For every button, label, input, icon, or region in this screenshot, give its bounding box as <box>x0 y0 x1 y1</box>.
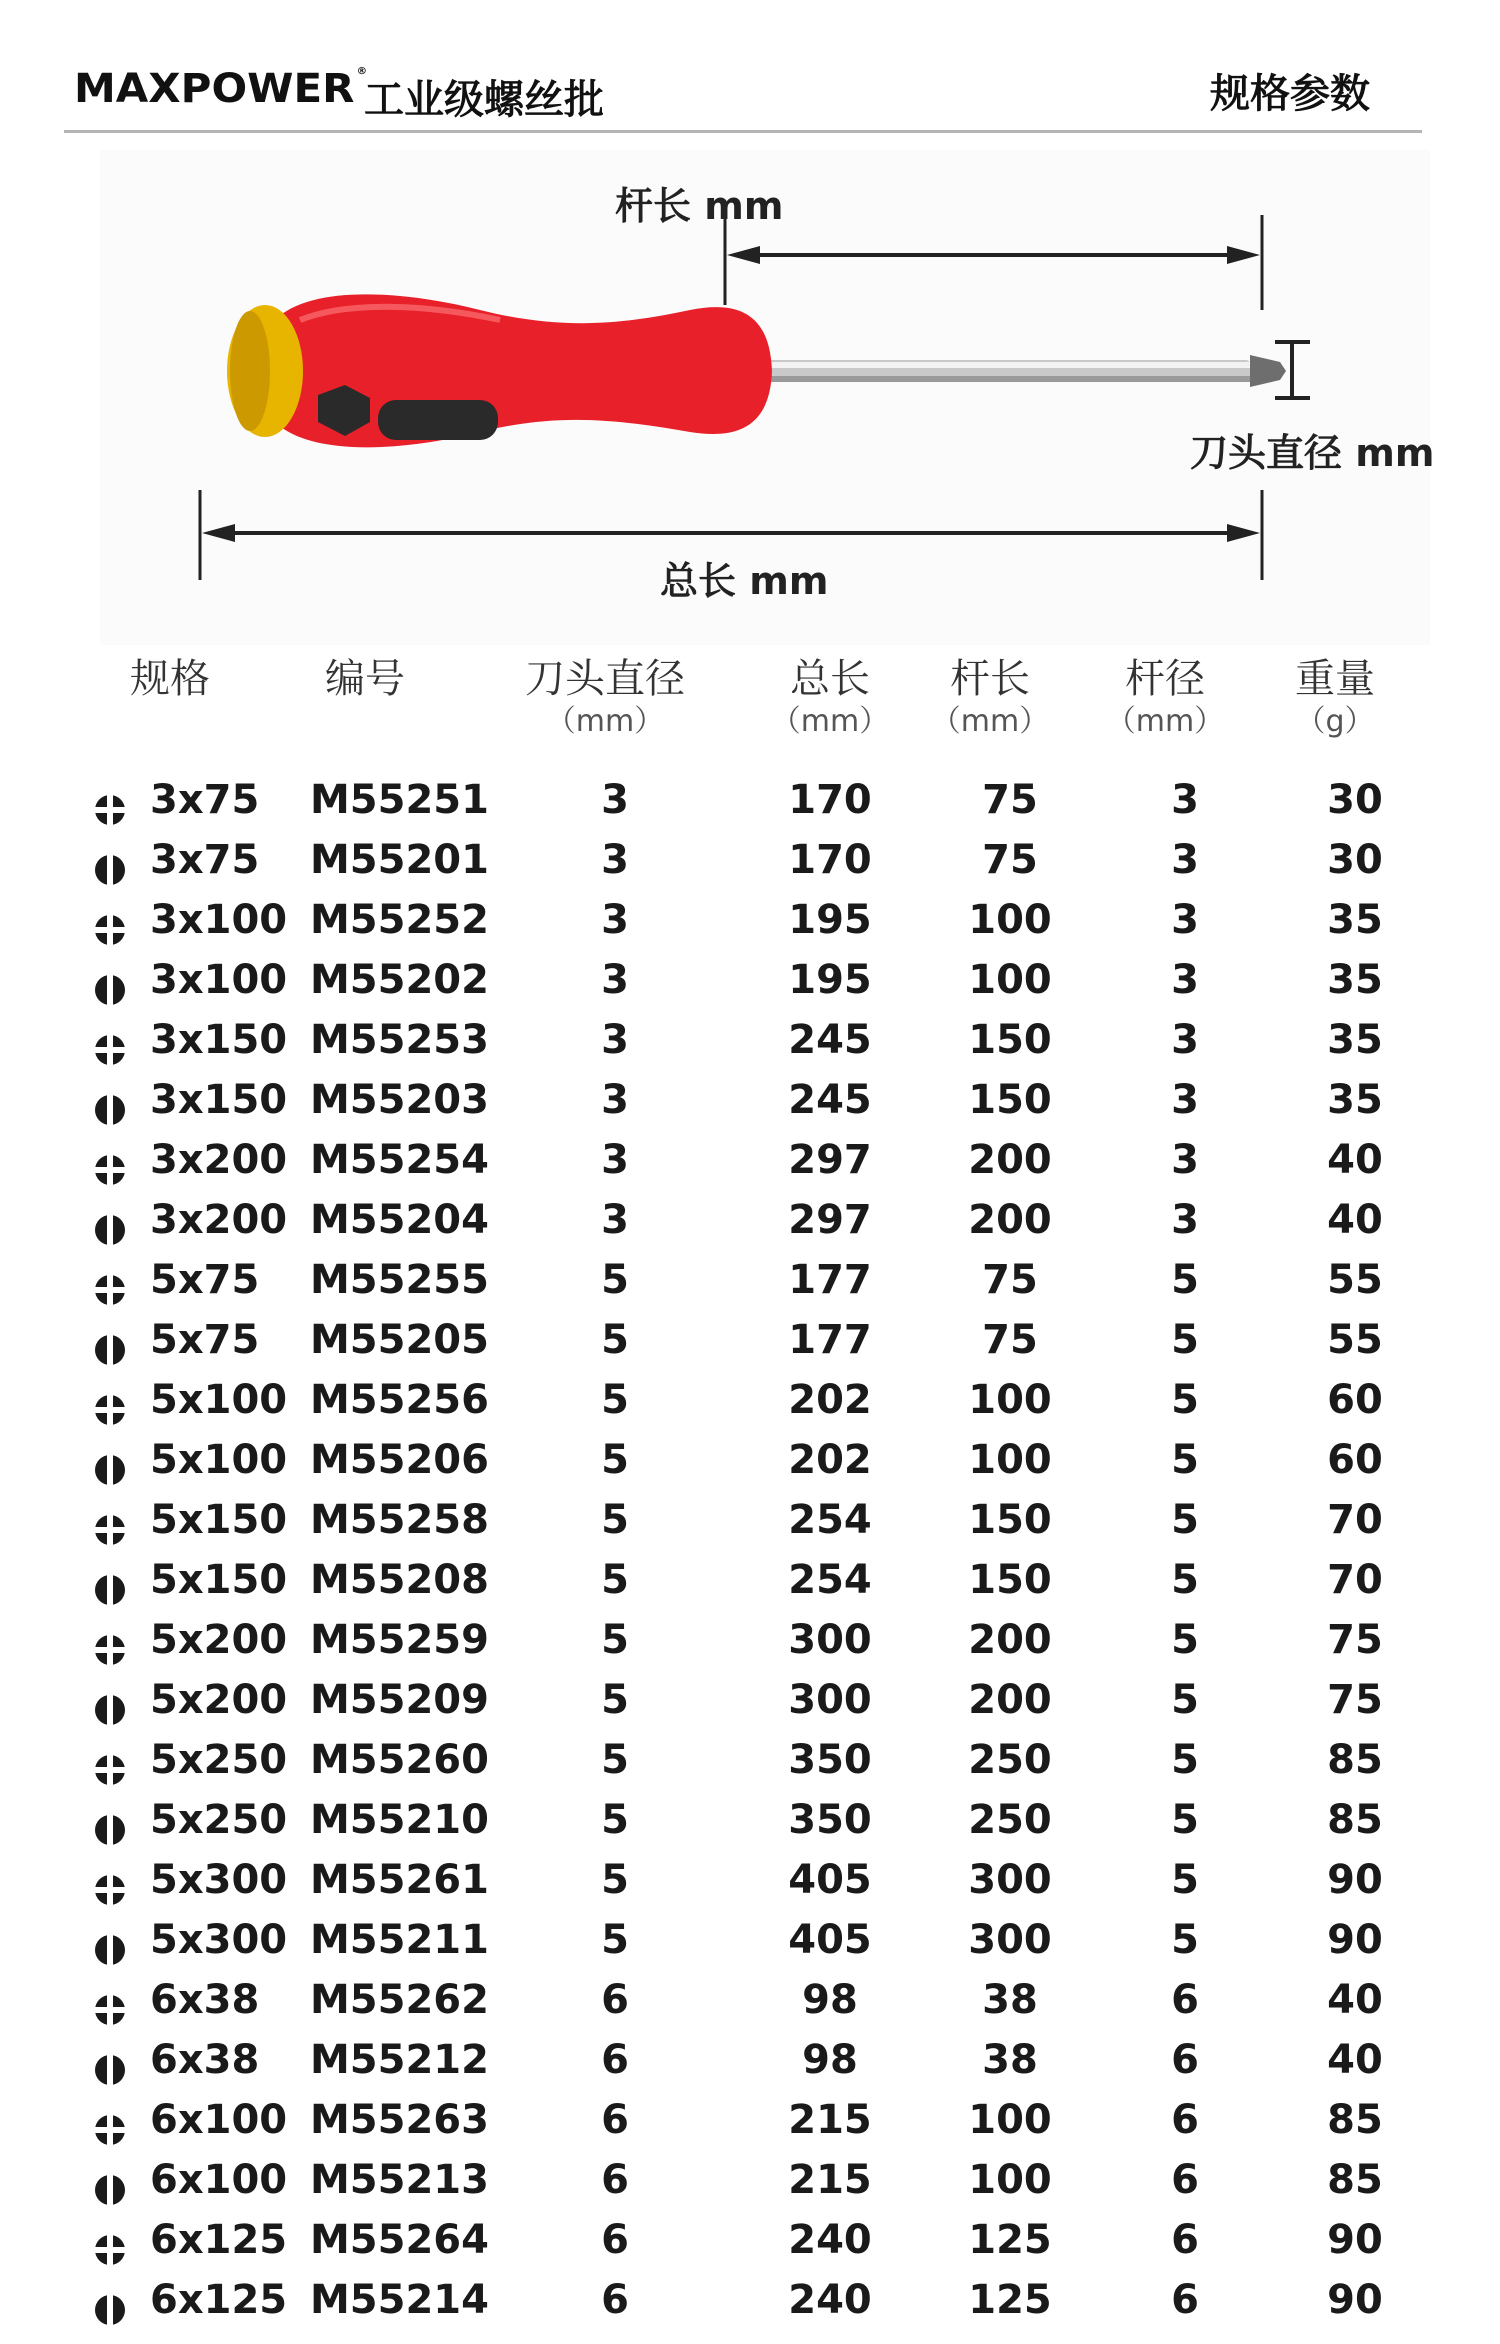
slotted-tip-icon <box>93 1684 127 1718</box>
cell-code: M55259 <box>310 1617 489 1663</box>
brand-logo <box>74 66 367 112</box>
cell-tip-diameter: 3 <box>601 897 629 943</box>
cell-spec: 5x150 <box>150 1497 288 1543</box>
cell-weight: 55 <box>1327 1317 1383 1363</box>
table-row <box>0 1670 1500 1730</box>
cell-shaft-length: 75 <box>982 1257 1038 1303</box>
cell-shaft-diameter: 5 <box>1171 1857 1199 1903</box>
cell-shaft-length: 300 <box>968 1917 1052 1963</box>
table-row <box>0 1790 1500 1850</box>
phillips-tip-icon <box>93 1864 127 1898</box>
cell-spec: 6x38 <box>150 2037 260 2083</box>
cell-shaft-diameter: 6 <box>1171 2217 1199 2263</box>
cell-shaft-diameter: 6 <box>1171 2037 1199 2083</box>
cell-tip-diameter: 3 <box>601 837 629 883</box>
cell-tip-diameter: 5 <box>601 1677 629 1723</box>
cell-total-length: 177 <box>788 1317 872 1363</box>
cell-shaft-length: 100 <box>968 1437 1052 1483</box>
cell-total-length: 350 <box>788 1737 872 1783</box>
slotted-tip-icon <box>93 844 127 878</box>
cell-shaft-diameter: 5 <box>1171 1257 1199 1303</box>
cell-spec: 3x200 <box>150 1137 288 1183</box>
cell-spec: 3x100 <box>150 897 288 943</box>
phillips-tip-icon <box>93 1504 127 1538</box>
table-row <box>0 2030 1500 2090</box>
cell-total-length: 245 <box>788 1017 872 1063</box>
cell-total-length: 405 <box>788 1857 872 1903</box>
slotted-tip-icon <box>93 2044 127 2078</box>
table-row <box>0 1970 1500 2030</box>
cell-code: M55251 <box>310 777 489 823</box>
cell-code: M55252 <box>310 897 489 943</box>
phillips-tip-icon <box>93 2104 127 2138</box>
cell-code: M55253 <box>310 1017 489 1063</box>
table-row <box>0 2090 1500 2150</box>
cell-spec: 5x200 <box>150 1617 288 1663</box>
cell-code: M55208 <box>310 1557 489 1603</box>
cell-shaft-length: 75 <box>982 1317 1038 1363</box>
spec-table-header <box>0 655 1500 775</box>
cell-total-length: 254 <box>788 1557 872 1603</box>
phillips-tip-icon <box>93 1264 127 1298</box>
cell-tip-diameter: 3 <box>601 1137 629 1183</box>
table-row <box>0 1730 1500 1790</box>
cell-tip-diameter: 6 <box>601 2097 629 2143</box>
cell-tip-diameter: 5 <box>601 1317 629 1363</box>
cell-tip-diameter: 3 <box>601 1197 629 1243</box>
table-row <box>0 1310 1500 1370</box>
header-shaft-diameter: 杆径 （mm） <box>1105 656 1225 739</box>
cell-weight: 40 <box>1327 1137 1383 1183</box>
cell-shaft-length: 200 <box>968 1197 1052 1243</box>
cell-shaft-diameter: 3 <box>1171 957 1199 1003</box>
page-header <box>64 60 1422 133</box>
cell-spec: 6x125 <box>150 2217 288 2263</box>
header-spec: 规格 <box>130 656 210 702</box>
cell-weight: 85 <box>1327 2097 1383 2143</box>
product-title: 工业级螺丝批 <box>364 77 604 123</box>
cell-tip-diameter: 6 <box>601 2277 629 2323</box>
cell-total-length: 98 <box>802 2037 858 2083</box>
cell-spec: 6x38 <box>150 1977 260 2023</box>
slotted-tip-icon <box>93 2164 127 2198</box>
phillips-tip-icon <box>93 2224 127 2258</box>
cell-weight: 60 <box>1327 1437 1383 1483</box>
table-row <box>0 1910 1500 1970</box>
cell-tip-diameter: 5 <box>601 1257 629 1303</box>
cell-shaft-length: 200 <box>968 1677 1052 1723</box>
cell-shaft-length: 100 <box>968 957 1052 1003</box>
cell-total-length: 170 <box>788 777 872 823</box>
cell-spec: 5x250 <box>150 1737 288 1783</box>
table-row <box>0 2270 1500 2330</box>
cell-spec: 5x100 <box>150 1437 288 1483</box>
total-length-label: 总长 mm <box>660 559 829 603</box>
cell-shaft-diameter: 3 <box>1171 1017 1199 1063</box>
cell-tip-diameter: 5 <box>601 1497 629 1543</box>
phillips-tip-icon <box>93 1024 127 1058</box>
header-tip-diameter: 刀头直径 （mm） <box>525 656 685 739</box>
cell-spec: 5x300 <box>150 1857 288 1903</box>
cell-weight: 35 <box>1327 957 1383 1003</box>
cell-total-length: 254 <box>788 1497 872 1543</box>
cell-shaft-length: 150 <box>968 1017 1052 1063</box>
cell-code: M55260 <box>310 1737 489 1783</box>
cell-weight: 40 <box>1327 1197 1383 1243</box>
slotted-tip-icon <box>93 964 127 998</box>
cell-code: M55263 <box>310 2097 489 2143</box>
table-row <box>0 1850 1500 1910</box>
cell-shaft-diameter: 5 <box>1171 1437 1199 1483</box>
cell-weight: 60 <box>1327 1377 1383 1423</box>
cell-tip-diameter: 3 <box>601 957 629 1003</box>
cell-spec: 5x75 <box>150 1317 260 1363</box>
header-total-length: 总长 （mm） <box>770 656 890 739</box>
cell-weight: 90 <box>1327 1917 1383 1963</box>
cell-shaft-diameter: 3 <box>1171 897 1199 943</box>
cell-shaft-diameter: 6 <box>1171 2277 1199 2323</box>
cell-code: M55202 <box>310 957 489 1003</box>
cell-code: M55214 <box>310 2277 489 2323</box>
slotted-tip-icon <box>93 1444 127 1478</box>
cell-code: M55254 <box>310 1137 489 1183</box>
cell-total-length: 170 <box>788 837 872 883</box>
cell-shaft-length: 200 <box>968 1617 1052 1663</box>
cell-total-length: 177 <box>788 1257 872 1303</box>
slotted-tip-icon <box>93 1324 127 1358</box>
table-row <box>0 950 1500 1010</box>
cell-shaft-length: 150 <box>968 1557 1052 1603</box>
cell-code: M55201 <box>310 837 489 883</box>
cell-code: M55205 <box>310 1317 489 1363</box>
slotted-tip-icon <box>93 1804 127 1838</box>
cell-code: M55258 <box>310 1497 489 1543</box>
cell-tip-diameter: 5 <box>601 1857 629 1903</box>
cell-total-length: 240 <box>788 2217 872 2263</box>
screwdriver-dimension-diagram <box>100 150 1435 645</box>
cell-shaft-length: 150 <box>968 1077 1052 1123</box>
table-row <box>0 1550 1500 1610</box>
registered-mark: ® <box>356 66 368 77</box>
cell-shaft-diameter: 5 <box>1171 1377 1199 1423</box>
table-row <box>0 1070 1500 1130</box>
cell-total-length: 195 <box>788 897 872 943</box>
cell-weight: 30 <box>1327 837 1383 883</box>
slotted-tip-icon <box>93 1084 127 1118</box>
cell-tip-diameter: 3 <box>601 1017 629 1063</box>
cell-shaft-length: 200 <box>968 1137 1052 1183</box>
cell-code: M55203 <box>310 1077 489 1123</box>
shaft-length-label: 杆长 mm <box>615 184 784 228</box>
cell-shaft-length: 100 <box>968 1377 1052 1423</box>
phillips-tip-icon <box>93 1384 127 1418</box>
table-row <box>0 2210 1500 2270</box>
phillips-tip-icon <box>93 1144 127 1178</box>
cell-code: M55206 <box>310 1437 489 1483</box>
table-row <box>0 1010 1500 1070</box>
cell-shaft-diameter: 3 <box>1171 1197 1199 1243</box>
table-row <box>0 2150 1500 2210</box>
cell-code: M55204 <box>310 1197 489 1243</box>
cell-total-length: 300 <box>788 1677 872 1723</box>
table-row <box>0 1250 1500 1310</box>
cell-spec: 6x100 <box>150 2097 288 2143</box>
cell-shaft-length: 150 <box>968 1497 1052 1543</box>
table-row <box>0 770 1500 830</box>
cell-shaft-length: 250 <box>968 1737 1052 1783</box>
slotted-tip-icon <box>93 1204 127 1238</box>
cell-shaft-diameter: 6 <box>1171 2097 1199 2143</box>
cell-weight: 35 <box>1327 1017 1383 1063</box>
cell-spec: 5x75 <box>150 1257 260 1303</box>
cell-total-length: 297 <box>788 1197 872 1243</box>
cell-shaft-diameter: 3 <box>1171 1077 1199 1123</box>
cell-total-length: 202 <box>788 1377 872 1423</box>
cell-tip-diameter: 3 <box>601 1077 629 1123</box>
cell-code: M55256 <box>310 1377 489 1423</box>
cell-shaft-diameter: 5 <box>1171 1617 1199 1663</box>
cell-weight: 75 <box>1327 1617 1383 1663</box>
cell-weight: 90 <box>1327 1857 1383 1903</box>
table-row <box>0 1610 1500 1670</box>
table-row <box>0 890 1500 950</box>
cell-total-length: 350 <box>788 1797 872 1843</box>
cell-weight: 35 <box>1327 1077 1383 1123</box>
table-row <box>0 1430 1500 1490</box>
cell-weight: 40 <box>1327 2037 1383 2083</box>
cell-weight: 40 <box>1327 1977 1383 2023</box>
cell-total-length: 405 <box>788 1917 872 1963</box>
phillips-tip-icon <box>93 904 127 938</box>
cell-weight: 85 <box>1327 1797 1383 1843</box>
cell-spec: 6x125 <box>150 2277 288 2323</box>
cell-total-length: 215 <box>788 2097 872 2143</box>
cell-tip-diameter: 5 <box>601 1437 629 1483</box>
cell-spec: 5x150 <box>150 1557 288 1603</box>
table-row <box>0 1370 1500 1430</box>
cell-tip-diameter: 5 <box>601 1557 629 1603</box>
cell-weight: 35 <box>1327 897 1383 943</box>
cell-spec: 5x100 <box>150 1377 288 1423</box>
tip-diameter-label: 刀头直径 mm <box>1190 431 1435 475</box>
cell-shaft-length: 100 <box>968 897 1052 943</box>
cell-tip-diameter: 5 <box>601 1617 629 1663</box>
cell-shaft-diameter: 5 <box>1171 1797 1199 1843</box>
cell-tip-diameter: 3 <box>601 777 629 823</box>
cell-tip-diameter: 6 <box>601 2217 629 2263</box>
cell-shaft-diameter: 6 <box>1171 1977 1199 2023</box>
cell-total-length: 215 <box>788 2157 872 2203</box>
slotted-tip-icon <box>93 1924 127 1958</box>
cell-shaft-diameter: 3 <box>1171 837 1199 883</box>
cell-spec: 5x300 <box>150 1917 288 1963</box>
cell-shaft-length: 125 <box>968 2277 1052 2323</box>
cell-shaft-diameter: 5 <box>1171 1557 1199 1603</box>
cell-shaft-length: 250 <box>968 1797 1052 1843</box>
slotted-tip-icon <box>93 1564 127 1598</box>
cell-tip-diameter: 5 <box>601 1377 629 1423</box>
cell-spec: 3x75 <box>150 837 260 883</box>
phillips-tip-icon <box>93 1984 127 2018</box>
cell-shaft-length: 300 <box>968 1857 1052 1903</box>
cell-shaft-length: 38 <box>982 2037 1038 2083</box>
cell-total-length: 245 <box>788 1077 872 1123</box>
cell-tip-diameter: 5 <box>601 1797 629 1843</box>
cell-code: M55255 <box>310 1257 489 1303</box>
cell-weight: 30 <box>1327 777 1383 823</box>
cell-shaft-length: 38 <box>982 1977 1038 2023</box>
cell-weight: 85 <box>1327 1737 1383 1783</box>
cell-shaft-diameter: 5 <box>1171 1317 1199 1363</box>
cell-shaft-length: 75 <box>982 777 1038 823</box>
cell-code: M55210 <box>310 1797 489 1843</box>
cell-spec: 3x75 <box>150 777 260 823</box>
cell-tip-diameter: 5 <box>601 1737 629 1783</box>
header-shaft-length: 杆长 （mm） <box>930 656 1050 739</box>
section-title: 规格参数 <box>1210 71 1370 117</box>
cell-shaft-diameter: 5 <box>1171 1497 1199 1543</box>
cell-code: M55261 <box>310 1857 489 1903</box>
slotted-tip-icon <box>93 2284 127 2318</box>
cell-spec: 5x250 <box>150 1797 288 1843</box>
cell-shaft-length: 125 <box>968 2217 1052 2263</box>
cell-weight: 75 <box>1327 1677 1383 1723</box>
phillips-tip-icon <box>93 784 127 818</box>
brand-name: MAXPOWER <box>74 66 355 112</box>
cell-shaft-diameter: 5 <box>1171 1737 1199 1783</box>
cell-code: M55211 <box>310 1917 489 1963</box>
cell-spec: 3x100 <box>150 957 288 1003</box>
cell-shaft-diameter: 5 <box>1171 1677 1199 1723</box>
cell-weight: 55 <box>1327 1257 1383 1303</box>
cell-total-length: 98 <box>802 1977 858 2023</box>
cell-code: M55212 <box>310 2037 489 2083</box>
cell-spec: 5x200 <box>150 1677 288 1723</box>
cell-spec: 3x150 <box>150 1017 288 1063</box>
cell-total-length: 300 <box>788 1617 872 1663</box>
table-row <box>0 830 1500 890</box>
table-row <box>0 1190 1500 1250</box>
cell-tip-diameter: 6 <box>601 2157 629 2203</box>
table-row <box>0 1490 1500 1550</box>
cell-shaft-diameter: 6 <box>1171 2157 1199 2203</box>
cell-shaft-diameter: 3 <box>1171 1137 1199 1183</box>
cell-total-length: 195 <box>788 957 872 1003</box>
cell-tip-diameter: 6 <box>601 1977 629 2023</box>
cell-weight: 85 <box>1327 2157 1383 2203</box>
header-code: 编号 <box>325 656 405 702</box>
cell-code: M55213 <box>310 2157 489 2203</box>
cell-weight: 90 <box>1327 2277 1383 2323</box>
cell-spec: 3x200 <box>150 1197 288 1243</box>
cell-weight: 90 <box>1327 2217 1383 2263</box>
cell-tip-diameter: 5 <box>601 1917 629 1963</box>
cell-shaft-length: 100 <box>968 2157 1052 2203</box>
cell-total-length: 297 <box>788 1137 872 1183</box>
cell-shaft-length: 75 <box>982 837 1038 883</box>
table-row <box>0 1130 1500 1190</box>
cell-shaft-length: 100 <box>968 2097 1052 2143</box>
cell-weight: 70 <box>1327 1497 1383 1543</box>
cell-code: M55209 <box>310 1677 489 1723</box>
cell-spec: 3x150 <box>150 1077 288 1123</box>
cell-spec: 6x100 <box>150 2157 288 2203</box>
cell-code: M55264 <box>310 2217 489 2263</box>
cell-weight: 70 <box>1327 1557 1383 1603</box>
phillips-tip-icon <box>93 1624 127 1658</box>
phillips-tip-icon <box>93 1744 127 1778</box>
cell-code: M55262 <box>310 1977 489 2023</box>
cell-total-length: 202 <box>788 1437 872 1483</box>
header-weight: 重量 （g） <box>1295 656 1375 739</box>
cell-total-length: 240 <box>788 2277 872 2323</box>
cell-shaft-diameter: 3 <box>1171 777 1199 823</box>
cell-shaft-diameter: 5 <box>1171 1917 1199 1963</box>
cell-tip-diameter: 6 <box>601 2037 629 2083</box>
